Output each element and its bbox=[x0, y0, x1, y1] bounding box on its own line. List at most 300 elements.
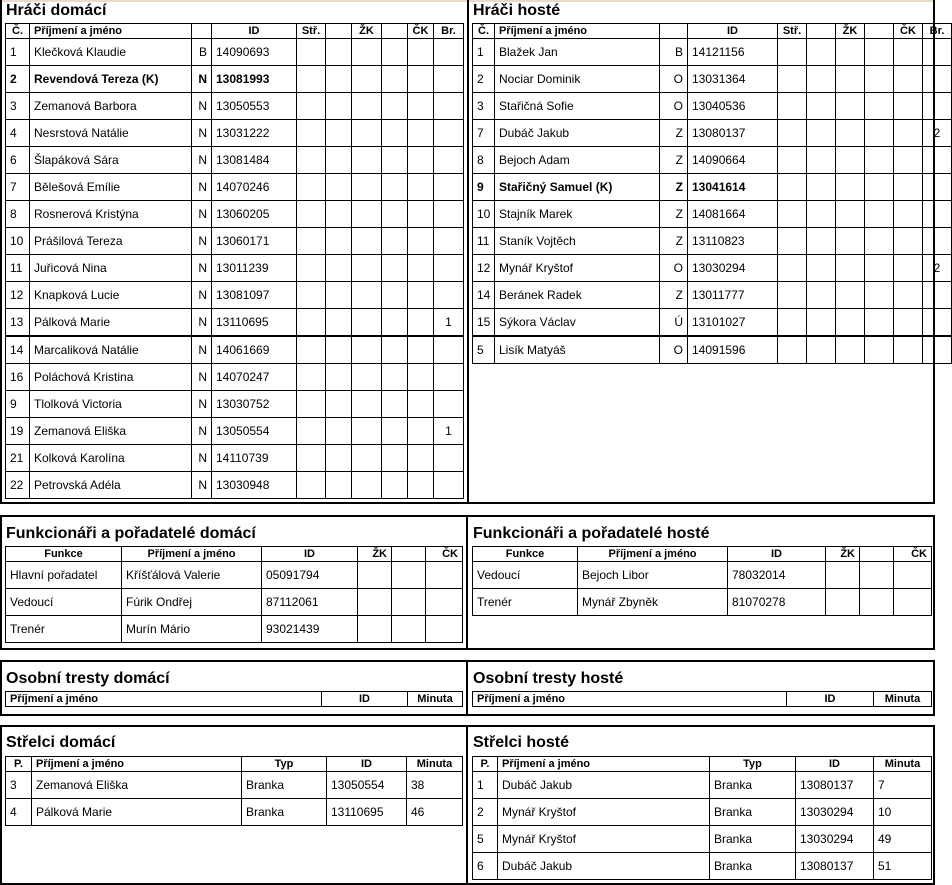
zk-cell bbox=[352, 228, 382, 255]
str-cell-2 bbox=[326, 336, 352, 364]
goals-cell bbox=[434, 255, 464, 282]
goals-cell bbox=[434, 391, 464, 418]
zk-cell-2 bbox=[382, 336, 408, 364]
frame-left bbox=[0, 0, 2, 504]
str-cell-2 bbox=[326, 472, 352, 499]
player-row bbox=[473, 255, 952, 282]
scorer-type: Branka bbox=[242, 799, 327, 826]
player-position: N bbox=[192, 174, 212, 201]
official-role: Trenér bbox=[473, 589, 578, 616]
player-number: 8 bbox=[473, 147, 495, 174]
str-cell bbox=[778, 201, 807, 228]
player-id: 14090664 bbox=[688, 147, 778, 174]
str-cell bbox=[297, 93, 326, 120]
player-row bbox=[473, 336, 952, 364]
ck-cell bbox=[894, 282, 923, 309]
goals-cell bbox=[434, 147, 464, 174]
home-players-table bbox=[5, 23, 464, 499]
player-id: 13031222 bbox=[212, 120, 297, 147]
zk-cell bbox=[836, 39, 865, 66]
player-id: 13050554 bbox=[212, 418, 297, 445]
col-ck: ČK bbox=[894, 24, 923, 39]
player-position: N bbox=[192, 445, 212, 472]
player-position: Ú bbox=[660, 309, 688, 337]
player-number: 5 bbox=[473, 336, 495, 364]
goals-cell bbox=[923, 282, 952, 309]
official-row bbox=[6, 616, 463, 643]
zk-cell-2 bbox=[382, 147, 408, 174]
scorer-id: 13110695 bbox=[327, 799, 407, 826]
player-id: 13101027 bbox=[688, 309, 778, 337]
player-row bbox=[473, 174, 952, 201]
col-str: Stř. bbox=[778, 24, 807, 39]
player-number: 9 bbox=[473, 174, 495, 201]
str-cell bbox=[778, 309, 807, 337]
player-row bbox=[473, 66, 952, 93]
player-name: Marcaliková Natálie bbox=[30, 336, 192, 364]
zk-cell bbox=[836, 93, 865, 120]
player-number: 4 bbox=[6, 120, 30, 147]
zk-cell-2 bbox=[865, 309, 894, 337]
col-id: ID bbox=[327, 757, 407, 772]
str-cell-2 bbox=[807, 228, 836, 255]
official-id: 93021439 bbox=[262, 616, 358, 643]
col-zk: ŽK bbox=[358, 547, 392, 562]
scorer-id: 13080137 bbox=[796, 853, 874, 880]
str-cell bbox=[778, 282, 807, 309]
scorer-minute: 49 bbox=[874, 826, 932, 853]
player-name: Revendová Tereza (K) bbox=[30, 66, 192, 93]
str-cell bbox=[778, 147, 807, 174]
str-cell bbox=[778, 39, 807, 66]
col-minute: Minuta bbox=[408, 692, 463, 707]
officials-divider bbox=[466, 515, 468, 650]
ck-cell bbox=[894, 120, 923, 147]
str-cell bbox=[297, 174, 326, 201]
zk-cell-2 bbox=[860, 589, 894, 616]
scorer-name: Zemanová Eliška bbox=[32, 772, 242, 799]
player-name: Mynář Kryštof bbox=[495, 255, 660, 282]
scorer-order: 6 bbox=[473, 853, 498, 880]
player-id: 13110695 bbox=[212, 309, 297, 337]
zk-cell bbox=[836, 66, 865, 93]
player-id: 13060205 bbox=[212, 201, 297, 228]
player-id: 13110823 bbox=[688, 228, 778, 255]
player-number: 7 bbox=[6, 174, 30, 201]
goals-cell bbox=[923, 39, 952, 66]
zk-cell-2 bbox=[382, 39, 408, 66]
player-name: Knapková Lucie bbox=[30, 282, 192, 309]
str-cell bbox=[778, 228, 807, 255]
player-number: 12 bbox=[473, 255, 495, 282]
col-name: Příjmení a jméno bbox=[473, 692, 787, 707]
zk-cell bbox=[352, 309, 382, 337]
zk-cell bbox=[352, 39, 382, 66]
player-name: Staník Vojtěch bbox=[495, 228, 660, 255]
player-id: 13030294 bbox=[688, 255, 778, 282]
player-position: N bbox=[192, 364, 212, 391]
str-cell-2 bbox=[326, 418, 352, 445]
col-zk-2 bbox=[392, 547, 426, 562]
player-name: Dubáč Jakub bbox=[495, 120, 660, 147]
zk-cell-2 bbox=[860, 562, 894, 589]
str-cell bbox=[778, 120, 807, 147]
player-row bbox=[6, 309, 464, 337]
player-row bbox=[6, 120, 464, 147]
zk-cell-2 bbox=[392, 589, 426, 616]
scorer-type: Branka bbox=[710, 853, 796, 880]
zk-cell-2 bbox=[865, 120, 894, 147]
player-id: 14091596 bbox=[688, 336, 778, 364]
scorer-row bbox=[473, 853, 932, 880]
ck-cell bbox=[408, 66, 434, 93]
goals-cell bbox=[434, 445, 464, 472]
ck-cell bbox=[408, 201, 434, 228]
player-row bbox=[473, 282, 952, 309]
zk-cell-2 bbox=[392, 616, 426, 643]
player-row bbox=[6, 93, 464, 120]
zk-cell-2 bbox=[382, 201, 408, 228]
zk-cell-2 bbox=[382, 120, 408, 147]
player-number: 15 bbox=[473, 309, 495, 337]
player-row bbox=[473, 39, 952, 66]
ck-cell bbox=[408, 282, 434, 309]
zk-cell-2 bbox=[382, 174, 408, 201]
scorer-name: Mynář Kryštof bbox=[498, 826, 710, 853]
away-penalties-table bbox=[472, 691, 932, 707]
player-row bbox=[6, 472, 464, 499]
goals-cell: 2 bbox=[923, 255, 952, 282]
player-name: Tlolková Victoria bbox=[30, 391, 192, 418]
ck-cell bbox=[408, 228, 434, 255]
col-id: ID bbox=[787, 692, 874, 707]
ck-cell bbox=[408, 445, 434, 472]
scorer-order: 3 bbox=[6, 772, 32, 799]
ck-cell bbox=[408, 336, 434, 364]
player-position: Z bbox=[660, 120, 688, 147]
player-position: N bbox=[192, 418, 212, 445]
scorer-name: Mynář Kryštof bbox=[498, 799, 710, 826]
player-name: Petrovská Adéla bbox=[30, 472, 192, 499]
col-id: ID bbox=[796, 757, 874, 772]
player-name: Nesrstová Natálie bbox=[30, 120, 192, 147]
col-name: Příjmení a jméno bbox=[122, 547, 262, 562]
scorer-row bbox=[473, 799, 932, 826]
player-row bbox=[6, 445, 464, 472]
col-type: Typ bbox=[710, 757, 796, 772]
penalties-divider bbox=[466, 660, 468, 716]
player-id: 13030752 bbox=[212, 391, 297, 418]
scorer-type: Branka bbox=[710, 772, 796, 799]
player-id: 13081484 bbox=[212, 147, 297, 174]
ck-cell bbox=[408, 309, 434, 337]
player-row bbox=[6, 39, 464, 66]
player-name: Zemanová Barbora bbox=[30, 93, 192, 120]
player-name: Lisík Matyáš bbox=[495, 336, 660, 364]
player-id: 13080137 bbox=[688, 120, 778, 147]
player-position: O bbox=[660, 66, 688, 93]
official-id: 78032014 bbox=[728, 562, 826, 589]
ck-cell bbox=[894, 589, 932, 616]
col-ck: ČK bbox=[408, 24, 434, 39]
col-role: Funkce bbox=[473, 547, 578, 562]
zk-cell-2 bbox=[865, 39, 894, 66]
away-officials-title: Funkcionáři a pořadatelé hosté bbox=[473, 525, 710, 542]
col-str-2 bbox=[807, 24, 836, 39]
home-scorers-title: Střelci domácí bbox=[6, 734, 116, 751]
player-position: N bbox=[192, 147, 212, 174]
player-row bbox=[473, 201, 952, 228]
zk-cell bbox=[836, 228, 865, 255]
player-row bbox=[6, 66, 464, 93]
ck-cell bbox=[408, 39, 434, 66]
official-role: Hlavní pořadatel bbox=[6, 562, 122, 589]
str-cell-2 bbox=[807, 309, 836, 337]
player-id: 14070247 bbox=[212, 364, 297, 391]
str-cell-2 bbox=[326, 445, 352, 472]
official-role: Vedoucí bbox=[6, 589, 122, 616]
goals-cell bbox=[923, 309, 952, 337]
str-cell-2 bbox=[807, 147, 836, 174]
player-id: 13040536 bbox=[688, 93, 778, 120]
str-cell bbox=[297, 418, 326, 445]
str-cell bbox=[297, 201, 326, 228]
player-number: 19 bbox=[6, 418, 30, 445]
scorer-name: Dubáč Jakub bbox=[498, 772, 710, 799]
player-number: 13 bbox=[6, 309, 30, 337]
zk-cell bbox=[836, 309, 865, 337]
scorer-id: 13030294 bbox=[796, 799, 874, 826]
str-cell-2 bbox=[807, 120, 836, 147]
player-position: Z bbox=[660, 174, 688, 201]
zk-cell-2 bbox=[382, 93, 408, 120]
home-officials-title: Funkcionáři a pořadatelé domácí bbox=[6, 525, 256, 542]
zk-cell bbox=[352, 282, 382, 309]
player-row bbox=[473, 147, 952, 174]
official-name: Kříšťálová Valerie bbox=[122, 562, 262, 589]
player-number: 1 bbox=[473, 39, 495, 66]
player-row bbox=[6, 255, 464, 282]
away-players-table bbox=[472, 23, 952, 364]
str-cell-2 bbox=[326, 174, 352, 201]
home-players-title: Hráči domácí bbox=[6, 2, 107, 19]
str-cell-2 bbox=[326, 255, 352, 282]
str-cell-2 bbox=[807, 66, 836, 93]
zk-cell-2 bbox=[865, 174, 894, 201]
ck-cell bbox=[408, 472, 434, 499]
zk-cell-2 bbox=[865, 228, 894, 255]
official-id: 87112061 bbox=[262, 589, 358, 616]
zk-cell bbox=[352, 418, 382, 445]
scorer-row bbox=[6, 799, 463, 826]
player-name: Poláchová Kristina bbox=[30, 364, 192, 391]
col-zk: ŽK bbox=[826, 547, 860, 562]
zk-cell bbox=[358, 562, 392, 589]
zk-cell-2 bbox=[382, 228, 408, 255]
player-row bbox=[6, 282, 464, 309]
str-cell-2 bbox=[326, 364, 352, 391]
goals-cell bbox=[923, 228, 952, 255]
goals-cell bbox=[434, 174, 464, 201]
scorer-id: 13030294 bbox=[796, 826, 874, 853]
str-cell-2 bbox=[326, 39, 352, 66]
zk-cell-2 bbox=[382, 282, 408, 309]
scorer-order: 2 bbox=[473, 799, 498, 826]
player-id: 14110739 bbox=[212, 445, 297, 472]
ck-cell bbox=[894, 174, 923, 201]
goals-cell: 1 bbox=[434, 418, 464, 445]
zk-cell bbox=[836, 282, 865, 309]
goals-cell bbox=[434, 39, 464, 66]
scorer-minute: 7 bbox=[874, 772, 932, 799]
str-cell-2 bbox=[326, 147, 352, 174]
official-row bbox=[473, 589, 932, 616]
goals-cell bbox=[434, 336, 464, 364]
col-number: Č. bbox=[6, 24, 30, 39]
col-zk-2 bbox=[865, 24, 894, 39]
zk-cell bbox=[352, 93, 382, 120]
ck-cell bbox=[408, 174, 434, 201]
zk-cell-2 bbox=[382, 66, 408, 93]
zk-cell-2 bbox=[382, 472, 408, 499]
scorer-minute: 10 bbox=[874, 799, 932, 826]
str-cell bbox=[297, 309, 326, 337]
str-cell-2 bbox=[807, 93, 836, 120]
col-position bbox=[192, 24, 212, 39]
str-cell bbox=[778, 93, 807, 120]
official-role: Vedoucí bbox=[473, 562, 578, 589]
str-cell-2 bbox=[326, 282, 352, 309]
str-cell bbox=[297, 147, 326, 174]
scorer-minute: 38 bbox=[407, 772, 463, 799]
official-id: 05091794 bbox=[262, 562, 358, 589]
col-name: Příjmení a jméno bbox=[495, 24, 660, 39]
player-name: Prášilová Tereza bbox=[30, 228, 192, 255]
zk-cell-2 bbox=[865, 93, 894, 120]
player-number: 14 bbox=[6, 336, 30, 364]
zk-cell bbox=[352, 174, 382, 201]
player-name: Pálková Marie bbox=[30, 309, 192, 337]
str-cell bbox=[778, 174, 807, 201]
col-number: Č. bbox=[473, 24, 495, 39]
zk-cell bbox=[836, 201, 865, 228]
scorers-divider bbox=[466, 725, 468, 885]
player-id: 13050553 bbox=[212, 93, 297, 120]
player-id: 13041614 bbox=[688, 174, 778, 201]
ck-cell bbox=[408, 120, 434, 147]
goals-cell bbox=[923, 201, 952, 228]
str-cell bbox=[297, 391, 326, 418]
str-cell-2 bbox=[326, 201, 352, 228]
col-name: Příjmení a jméno bbox=[6, 692, 322, 707]
ck-cell bbox=[894, 39, 923, 66]
player-id: 13011239 bbox=[212, 255, 297, 282]
scorer-name: Pálková Marie bbox=[32, 799, 242, 826]
col-name: Příjmení a jméno bbox=[30, 24, 192, 39]
zk-cell bbox=[352, 336, 382, 364]
official-role: Trenér bbox=[6, 616, 122, 643]
player-number: 6 bbox=[6, 147, 30, 174]
goals-cell bbox=[923, 336, 952, 364]
zk-cell bbox=[352, 147, 382, 174]
player-name: Stařičná Sofie bbox=[495, 93, 660, 120]
player-name: Kolková Karolína bbox=[30, 445, 192, 472]
col-role: Funkce bbox=[6, 547, 122, 562]
player-position: O bbox=[660, 93, 688, 120]
str-cell-2 bbox=[807, 255, 836, 282]
home-scorers-table bbox=[5, 756, 463, 826]
ck-cell bbox=[408, 364, 434, 391]
official-row bbox=[6, 589, 463, 616]
col-str-2 bbox=[326, 24, 352, 39]
col-name: Příjmení a jméno bbox=[32, 757, 242, 772]
player-id: 14121156 bbox=[688, 39, 778, 66]
player-position: N bbox=[192, 391, 212, 418]
home-penalties-title: Osobní tresty domácí bbox=[6, 670, 170, 687]
player-number: 14 bbox=[473, 282, 495, 309]
goals-cell bbox=[923, 174, 952, 201]
player-position: B bbox=[660, 39, 688, 66]
scorer-order: 1 bbox=[473, 772, 498, 799]
player-row bbox=[6, 228, 464, 255]
scorer-row bbox=[473, 772, 932, 799]
zk-cell-2 bbox=[382, 309, 408, 337]
player-position: N bbox=[192, 282, 212, 309]
col-id: ID bbox=[322, 692, 408, 707]
col-id: ID bbox=[212, 24, 297, 39]
str-cell bbox=[297, 336, 326, 364]
player-id: 14081664 bbox=[688, 201, 778, 228]
scorer-type: Branka bbox=[710, 826, 796, 853]
player-name: Šlapáková Sára bbox=[30, 147, 192, 174]
player-name: Bělešová Emílie bbox=[30, 174, 192, 201]
goals-cell bbox=[434, 201, 464, 228]
scorer-row bbox=[6, 772, 463, 799]
player-name: Stařičný Samuel (K) bbox=[495, 174, 660, 201]
zk-cell-2 bbox=[382, 445, 408, 472]
str-cell-2 bbox=[326, 93, 352, 120]
str-cell bbox=[778, 255, 807, 282]
player-position: N bbox=[192, 201, 212, 228]
col-minute: Minuta bbox=[874, 757, 932, 772]
player-position: O bbox=[660, 255, 688, 282]
official-name: Murín Mário bbox=[122, 616, 262, 643]
zk-cell-2 bbox=[392, 562, 426, 589]
col-position bbox=[660, 24, 688, 39]
player-number: 21 bbox=[6, 445, 30, 472]
str-cell bbox=[778, 66, 807, 93]
player-position: N bbox=[192, 228, 212, 255]
scorer-id: 13080137 bbox=[796, 772, 874, 799]
ck-cell bbox=[408, 418, 434, 445]
str-cell bbox=[297, 445, 326, 472]
goals-cell bbox=[923, 93, 952, 120]
str-cell bbox=[297, 472, 326, 499]
zk-cell bbox=[358, 589, 392, 616]
zk-cell-2 bbox=[382, 255, 408, 282]
scorer-type: Branka bbox=[710, 799, 796, 826]
player-position: Z bbox=[660, 201, 688, 228]
player-row bbox=[6, 336, 464, 364]
player-position: N bbox=[192, 66, 212, 93]
scorer-minute: 51 bbox=[874, 853, 932, 880]
col-zk: ŽK bbox=[836, 24, 865, 39]
zk-cell bbox=[352, 255, 382, 282]
col-id: ID bbox=[688, 24, 778, 39]
player-number: 11 bbox=[6, 255, 30, 282]
str-cell-2 bbox=[326, 309, 352, 337]
goals-cell: 1 bbox=[434, 309, 464, 337]
